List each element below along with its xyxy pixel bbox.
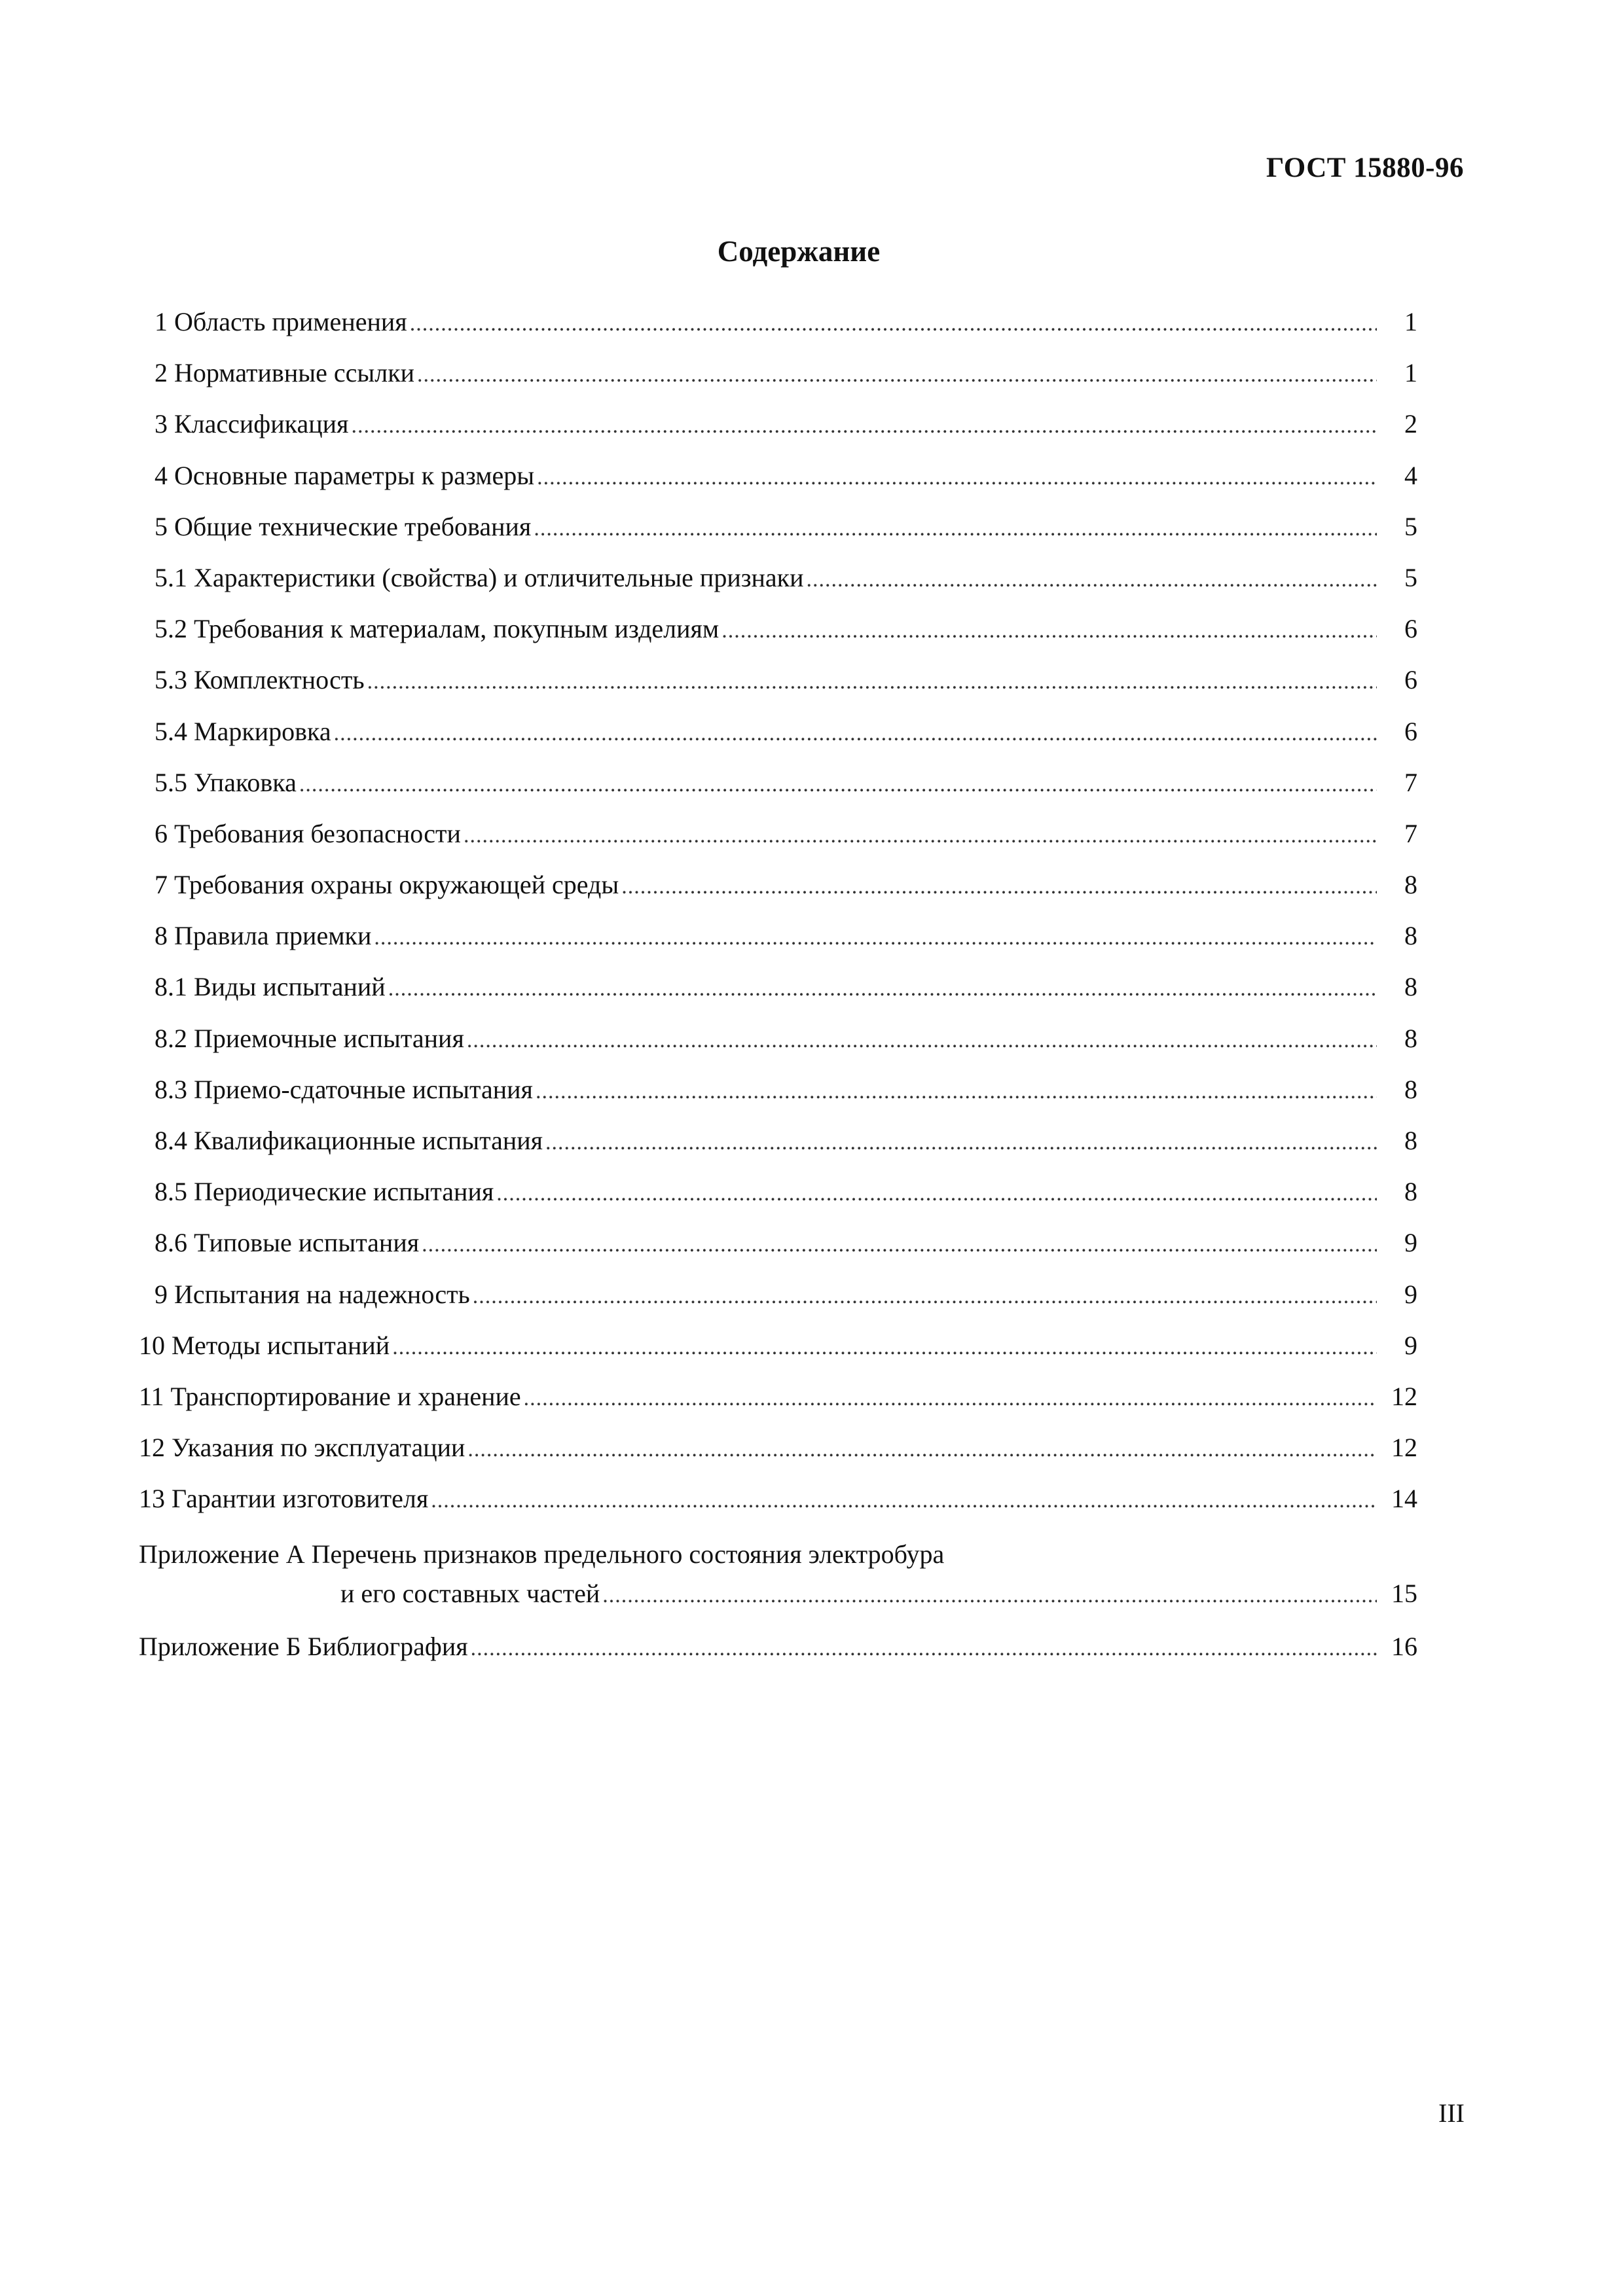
- toc-entry-label: 8.4 Квалификационные испытания: [155, 1126, 543, 1155]
- toc-entry-page: 14: [1391, 1484, 1417, 1514]
- toc-entry-page: 7: [1404, 818, 1417, 848]
- toc-entry-page: 1: [1404, 358, 1417, 388]
- toc-entry-label: Приложение А Перечень признаков предельного состояния электробура: [139, 1539, 945, 1569]
- toc-entry-page: 6: [1404, 614, 1417, 644]
- toc-dot-leader: [473, 1284, 1377, 1309]
- toc-entry[interactable]: [139, 562, 1417, 613]
- toc-entry[interactable]: [139, 1483, 1417, 1534]
- toc-entry[interactable]: [139, 613, 1417, 664]
- toc-dot-leader: [721, 619, 1377, 643]
- toc-entry-page: 8: [1404, 921, 1417, 951]
- toc-dot-leader: [537, 465, 1377, 490]
- toc-dot-leader: [524, 1386, 1377, 1411]
- toc-entry[interactable]: [139, 1631, 1417, 1682]
- toc-dot-leader: [422, 1232, 1377, 1257]
- toc-entry-page: 9: [1404, 1279, 1417, 1309]
- toc-dot-leader: [467, 1028, 1377, 1053]
- toc-dot-leader: [299, 772, 1377, 797]
- toc-dot-leader: [621, 874, 1377, 899]
- toc-entry-page: 5: [1404, 511, 1417, 541]
- toc-entry-page: 6: [1404, 716, 1417, 746]
- toc-entry-page: 16: [1391, 1631, 1417, 1661]
- toc-dot-leader: [545, 1130, 1377, 1155]
- toc-entry-page: 12: [1391, 1381, 1417, 1411]
- toc-dot-leader: [536, 1079, 1377, 1104]
- toc-entry-page: 8: [1404, 1023, 1417, 1053]
- toc-entry-label: 7 Требования охраны окружающей среды: [155, 870, 619, 900]
- toc-dot-leader: [367, 670, 1377, 694]
- page-number: III: [1438, 2098, 1465, 2128]
- toc-entry[interactable]: [139, 920, 1417, 971]
- toc-entry-page: 9: [1404, 1330, 1417, 1360]
- toc-entry-page: 8: [1404, 1074, 1417, 1104]
- toc-dot-leader: [392, 1335, 1377, 1360]
- toc-entry[interactable]: [139, 460, 1417, 511]
- toc-entry-label: 8.5 Периодические испытания: [155, 1177, 494, 1207]
- toc-dot-leader: [534, 516, 1377, 541]
- toc-entry-label: 4 Основные параметры к размеры: [155, 460, 535, 490]
- toc-entry-label: 9 Испытания на надежность: [155, 1279, 470, 1309]
- toc-entry-label-continued: и его составных частей: [340, 1578, 600, 1608]
- toc-dot-leader: [351, 414, 1377, 439]
- toc-entry-label: 5.5 Упаковка: [155, 767, 297, 797]
- toc-entry-page: 8: [1404, 972, 1417, 1002]
- toc-entry-page: 8: [1404, 1177, 1417, 1207]
- toc-entry[interactable]: [139, 1074, 1417, 1125]
- toc-dot-leader: [417, 363, 1377, 387]
- toc-entry[interactable]: [139, 1279, 1417, 1330]
- toc-entry[interactable]: [139, 408, 1417, 459]
- toc-entry-label: 13 Гарантии изготовителя: [139, 1484, 429, 1514]
- toc-entry-label: Приложение Б Библиография: [139, 1631, 468, 1661]
- toc-entry[interactable]: [139, 1330, 1417, 1381]
- toc-entry[interactable]: [139, 1432, 1417, 1483]
- toc-entry-label: 3 Классификация: [155, 409, 349, 439]
- toc-entry[interactable]: [139, 306, 1417, 357]
- toc-entry-page: 7: [1404, 767, 1417, 797]
- toc-entry-label: 8.2 Приемочные испытания: [155, 1023, 464, 1053]
- toc-entry-page: 9: [1404, 1228, 1417, 1258]
- toc-entry-label: 12 Указания по эксплуатации: [139, 1433, 465, 1463]
- toc-entry-label: 5.4 Маркировка: [155, 716, 331, 746]
- toc-dot-leader: [496, 1181, 1377, 1206]
- toc-dot-leader: [602, 1583, 1377, 1608]
- toc-entry[interactable]: [139, 1227, 1417, 1278]
- toc-entry-page: 8: [1404, 870, 1417, 900]
- toc-entry-page: 2: [1404, 409, 1417, 439]
- toc-dot-leader: [471, 1636, 1377, 1661]
- toc-entry[interactable]: [139, 767, 1417, 818]
- toc-entry-label: 5.1 Характеристики (свойства) и отличительные признаки: [155, 562, 804, 592]
- toc-entry-label: 5.2 Требования к материалам, покупным изделиям: [155, 614, 720, 644]
- table-of-contents: [139, 306, 1417, 1682]
- toc-entry-label: 8 Правила приемки: [155, 921, 372, 951]
- toc-entry[interactable]: [139, 1125, 1417, 1176]
- toc-entry-label: 5 Общие технические требования: [155, 511, 532, 541]
- toc-entry-page: 15: [1391, 1578, 1417, 1608]
- toc-dot-leader: [431, 1488, 1377, 1513]
- page-title: Содержание: [717, 235, 881, 268]
- toc-entry-label: 8.6 Типовые испытания: [155, 1228, 420, 1258]
- toc-entry-label: 5.3 Комплектность: [155, 665, 365, 695]
- toc-dot-leader: [374, 925, 1377, 950]
- toc-entry[interactable]: [139, 869, 1417, 920]
- toc-dot-leader: [388, 977, 1377, 1001]
- toc-entry-label: 2 Нормативные ссылки: [155, 358, 415, 388]
- toc-entry-page: 8: [1404, 1126, 1417, 1155]
- toc-entry-page: 12: [1391, 1433, 1417, 1463]
- toc-entry-label: 11 Транспортирование и хранение: [139, 1381, 521, 1411]
- toc-entry-label: 8.3 Приемо-сдаточные испытания: [155, 1074, 533, 1104]
- toc-entry-page: 6: [1404, 665, 1417, 695]
- toc-dot-leader: [807, 567, 1377, 592]
- toc-entry-page: 5: [1404, 562, 1417, 592]
- toc-entry[interactable]: [139, 1023, 1417, 1074]
- toc-entry-page: 4: [1404, 460, 1417, 490]
- toc-dot-leader: [334, 721, 1377, 746]
- document-code: ГОСТ 15880-96: [1266, 152, 1464, 183]
- toc-entry-label: 6 Требования безопасности: [155, 818, 461, 848]
- toc-dot-leader: [464, 823, 1377, 848]
- toc-entry-label: 1 Область применения: [155, 307, 407, 336]
- toc-entry-label: 8.1 Виды испытаний: [155, 972, 386, 1002]
- toc-entry[interactable]: [139, 818, 1417, 869]
- toc-entry-page: 1: [1404, 307, 1417, 336]
- toc-entry[interactable]: [139, 971, 1417, 1022]
- toc-dot-leader: [410, 312, 1377, 336]
- toc-entry[interactable]: [139, 664, 1417, 715]
- toc-entry-label: 10 Методы испытаний: [139, 1330, 390, 1360]
- toc-dot-leader: [467, 1437, 1377, 1462]
- toc-entry[interactable]: [139, 511, 1417, 562]
- toc-entry[interactable]: [139, 1176, 1417, 1227]
- toc-entry[interactable]: [139, 716, 1417, 767]
- toc-entry[interactable]: [139, 1381, 1417, 1432]
- toc-entry[interactable]: [139, 1535, 1417, 1631]
- toc-entry[interactable]: [139, 357, 1417, 408]
